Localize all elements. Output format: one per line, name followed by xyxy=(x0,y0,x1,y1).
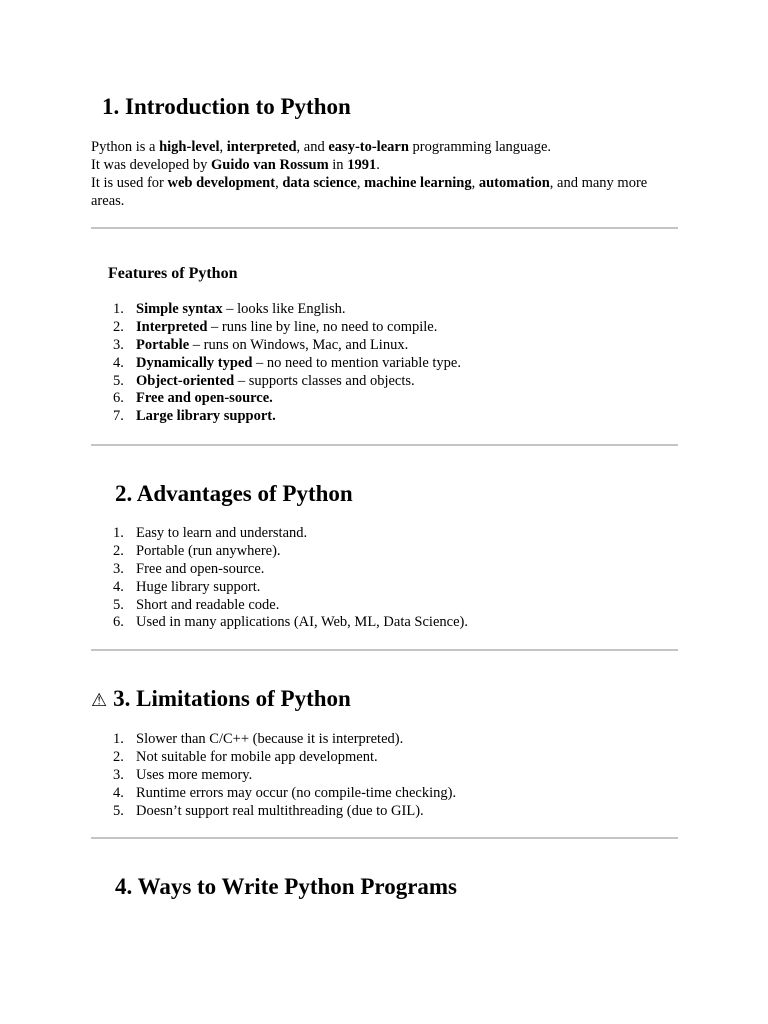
list-item: 1. Easy to learn and understand. xyxy=(113,525,308,541)
intro-paragraph xyxy=(91,138,681,210)
list-item: 3. Portable – runs on Windows, Mac, and Linux. xyxy=(113,336,409,353)
section-divider xyxy=(91,837,678,839)
ways-heading: 4. Ways to Write Python Programs xyxy=(115,874,458,899)
intro-line-2: It was developed by Guido van Rossum in 1991. xyxy=(91,157,380,173)
features-list xyxy=(91,301,461,426)
list-item: 1. Simple syntax – looks like English. xyxy=(113,301,346,317)
list-item: 7. Large library support. xyxy=(113,408,276,425)
limitations-heading: ⚠ 3. Limitations of Python xyxy=(91,686,351,711)
list-item: 4. Huge library support. xyxy=(113,578,261,595)
list-item: 3. Uses more memory. xyxy=(113,766,253,783)
advantages-list xyxy=(91,525,468,632)
list-item: 3. Free and open-source. xyxy=(113,560,265,577)
section-divider xyxy=(91,227,678,229)
warning-icon: ⚠ xyxy=(91,690,108,711)
list-item: 2. Interpreted – runs line by line, no need to compile. xyxy=(113,318,438,335)
intro-line-1: Python is a high-level, interpreted, and easy-to-learn programming language. xyxy=(91,139,552,155)
section-divider xyxy=(91,649,678,651)
list-item: 4. Dynamically typed – no need to mention variable type. xyxy=(113,354,461,371)
intro-heading: 1. Introduction to Python xyxy=(102,94,351,119)
limitations-list xyxy=(91,731,456,820)
list-item: 2. Portable (run anywhere). xyxy=(113,542,281,559)
list-item: 1. Slower than C/C++ (because it is interpreted). xyxy=(113,731,404,747)
list-item: 5. Object-oriented – supports classes and objects. xyxy=(113,372,415,389)
list-item: 6. Free and open-source. xyxy=(113,390,273,407)
section-divider xyxy=(91,444,678,446)
intro-line-3: It is used for web development, data science, machine learning, automation, and many more areas. xyxy=(91,175,648,209)
list-item: 4. Runtime errors may occur (no compile-time checking). xyxy=(113,784,457,801)
advantages-heading: 2. Advantages of Python xyxy=(115,481,353,506)
list-item: 2. Not suitable for mobile app development. xyxy=(113,748,378,765)
list-item: 5. Doesn’t support real multithreading (due to GIL). xyxy=(113,802,424,819)
list-item: 6. Used in many applications (AI, Web, ML, Data Science). xyxy=(113,614,468,631)
list-item: 5. Short and readable code. xyxy=(113,596,280,613)
features-heading: Features of Python xyxy=(108,265,238,282)
